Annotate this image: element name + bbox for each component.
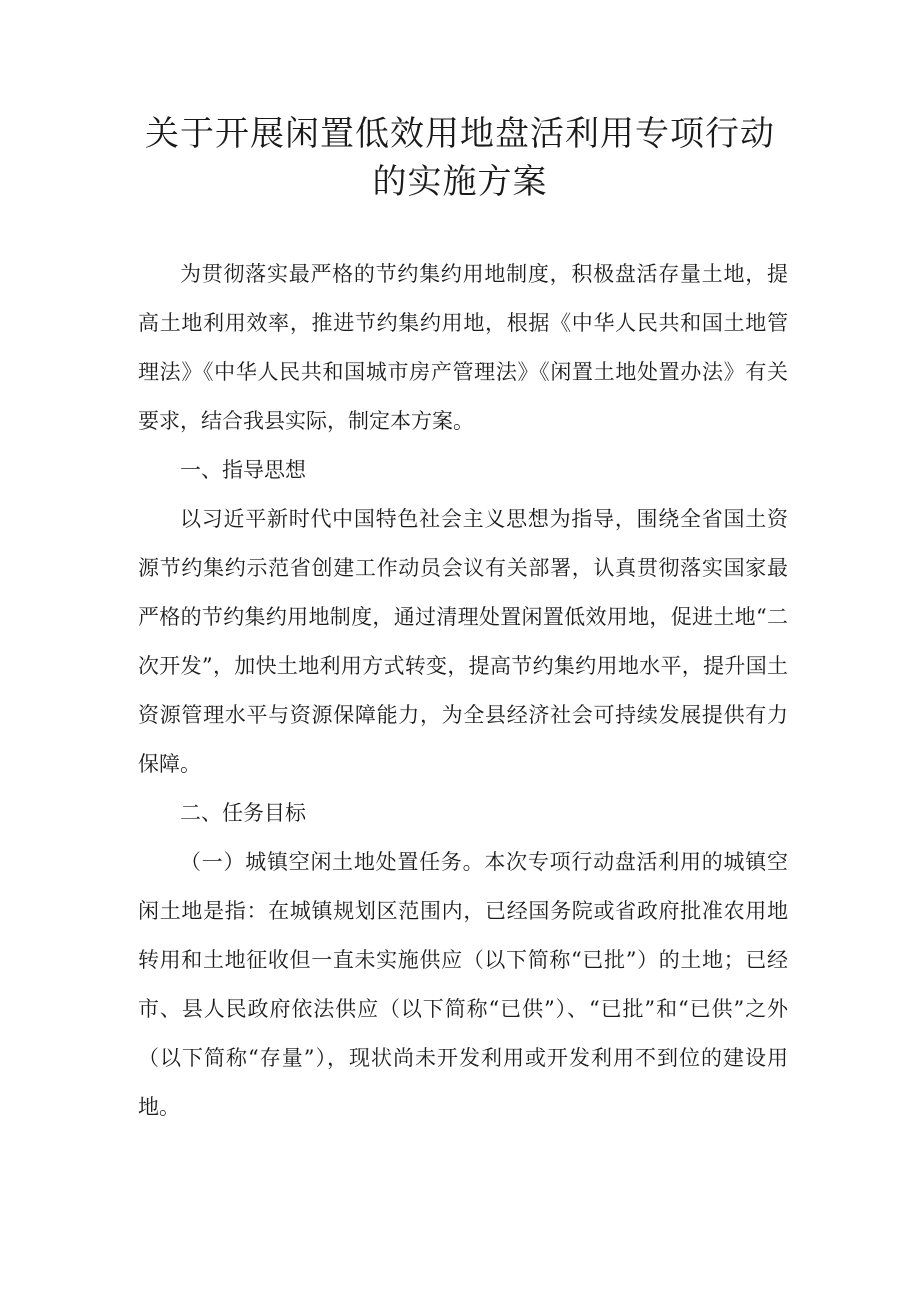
document-body xyxy=(138,250,788,1132)
document-title-line-1: 关于开展闲置低效用地盘活利用专项行动 xyxy=(145,114,775,154)
document-title-line-2: 的实施方案 xyxy=(372,162,548,202)
task-goal-item-1-paragraph: （一）城镇空闲土地处置任务。本次专项行动盘活利用的城镇空闲土地是指：在城镇规划区范围内，已经国务院或省政府批准农用地转用和土地征收但一直未实施供应（以下简称“已批”）的土地；已经市、县人民政府依法供应（以下简称“已供”）、“已批”和“已供”之外（以下简称“存量”），现状尚未开发利用或开发利用不到位的建设用地。 xyxy=(138,850,788,1119)
guiding-thought-paragraph: 以习近平新时代中国特色社会主义思想为指导，围绕全省国土资源节约集约示范省创建工作动员会议有关部署，认真贯彻落实国家最严格的节约集约用地制度，通过清理处置闲置低效用地，促进土地“二次开发”，加快土地利用方式转变，提高节约集约用地水平，提升国土资源管理水平与资源保障能力，为全县经济社会可持续发展提供有力保障。 xyxy=(138,507,788,776)
intro-paragraph: 为贯彻落实最严格的节约集约用地制度，积极盘活存量土地，提高土地利用效率，推进节约集约用地，根据《中华人民共和国土地管理法》《中华人民共和国城市房产管理法》《闲置土地处置办法》有关要求，结合我县实际，制定本方案。 xyxy=(138,262,788,433)
section-heading-guiding-thought: 一、指导思想 xyxy=(180,458,306,482)
section-heading-task-goals: 二、任务目标 xyxy=(180,801,306,825)
